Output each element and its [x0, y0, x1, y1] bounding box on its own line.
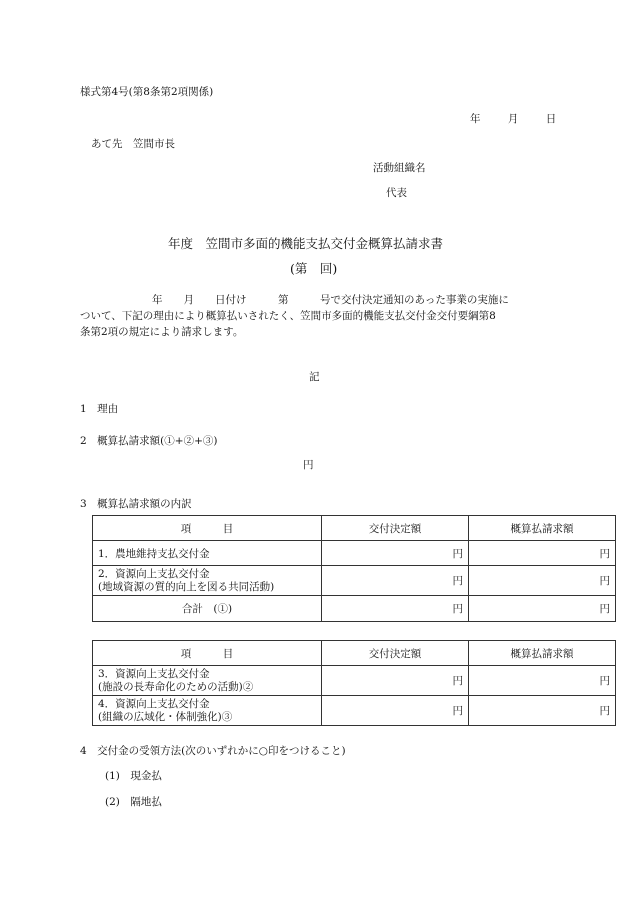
decided-amount-cell[interactable]: 円 — [322, 566, 469, 596]
row-label-line-1: 2．資源向上支払交付金 — [98, 567, 210, 580]
decided-amount-cell[interactable]: 円 — [322, 696, 469, 726]
row-label — [93, 666, 322, 696]
total-decided-amount-cell[interactable]: 円 — [322, 596, 469, 622]
total-requested-amount-cell[interactable]: 円 — [469, 596, 616, 622]
header-decided-amount: 交付決定額 — [322, 641, 469, 666]
body-line-2: ついて、下記の理由により概算払いされたく、笠間市多面的機能支払交付金交付要綱第8 — [80, 310, 496, 322]
option-remote-payment[interactable]: (2) 隔地払 — [105, 796, 162, 808]
table-header-row — [93, 641, 616, 666]
requested-amount-cell[interactable]: 円 — [469, 666, 616, 696]
row-label: 1．農地維持支払交付金 — [93, 541, 322, 566]
ki-heading: 記 — [309, 371, 320, 383]
option-cash[interactable]: (1) 現金払 — [105, 770, 162, 782]
header-requested-amount: 概算払請求額 — [469, 641, 616, 666]
document-title: 年度 笠間市多面的機能支払交付金概算払請求書 — [168, 236, 444, 251]
requested-amount-cell[interactable]: 円 — [469, 566, 616, 596]
header-requested-amount: 概算払請求額 — [469, 516, 616, 541]
section-2-yen: 円 — [303, 459, 314, 471]
row-label — [93, 696, 322, 726]
section-1-reason: 1 理由 — [80, 403, 119, 415]
table-row — [93, 566, 616, 596]
requested-amount-cell[interactable]: 円 — [469, 541, 616, 566]
header-decided-amount: 交付決定額 — [322, 516, 469, 541]
org-name-label: 活動組織名 — [373, 162, 426, 174]
breakdown-table-1 — [92, 515, 616, 622]
decided-amount-cell[interactable]: 円 — [322, 541, 469, 566]
row-label-line-2: (地域資源の質的向上を図る共同活動) — [98, 580, 275, 593]
total-label: 合計 (①) — [93, 596, 322, 622]
table-row — [93, 696, 616, 726]
date-line — [470, 111, 556, 126]
row-label-line-1: 4．資源向上支払交付金 — [98, 697, 210, 710]
section-3-breakdown: 3 概算払請求額の内訳 — [80, 498, 192, 510]
decided-amount-cell[interactable]: 円 — [322, 666, 469, 696]
header-item: 項 目 — [93, 516, 322, 541]
body-line-1: 年 月 日付け 第 号で交付決定通知のあった事業の実施に — [152, 294, 509, 306]
representative-label: 代表 — [386, 187, 407, 199]
row-label-line-1: 3．資源向上支払交付金 — [98, 667, 210, 680]
table-header-row — [93, 516, 616, 541]
requested-amount-cell[interactable]: 円 — [469, 696, 616, 726]
body-line-3: 条第2項の規定により請求します。 — [80, 326, 244, 338]
row-label-line-2: (施設の長寿命化のための活動)② — [98, 680, 254, 693]
section-4-receipt-method: 4 交付金の受領方法(次のいずれかに○印をつけること) — [80, 745, 346, 757]
section-2-amount: 2 概算払請求額(①+②+③) — [80, 435, 218, 447]
table-row — [93, 666, 616, 696]
table-row — [93, 541, 616, 566]
form-id: 様式第4号(第8条第2項関係) — [80, 86, 214, 98]
breakdown-table-2 — [92, 640, 616, 726]
total-row — [93, 596, 616, 622]
date-year: 年 — [470, 113, 481, 125]
date-day: 日 — [545, 113, 557, 125]
addressee: あて先 笠間市長 — [91, 138, 175, 150]
document-subtitle: (第 回) — [290, 261, 338, 276]
row-label-line-2: (組織の広域化・体制強化)③ — [98, 710, 233, 723]
header-item: 項 目 — [93, 641, 322, 666]
row-label — [93, 566, 322, 596]
date-month: 月 — [507, 113, 519, 125]
